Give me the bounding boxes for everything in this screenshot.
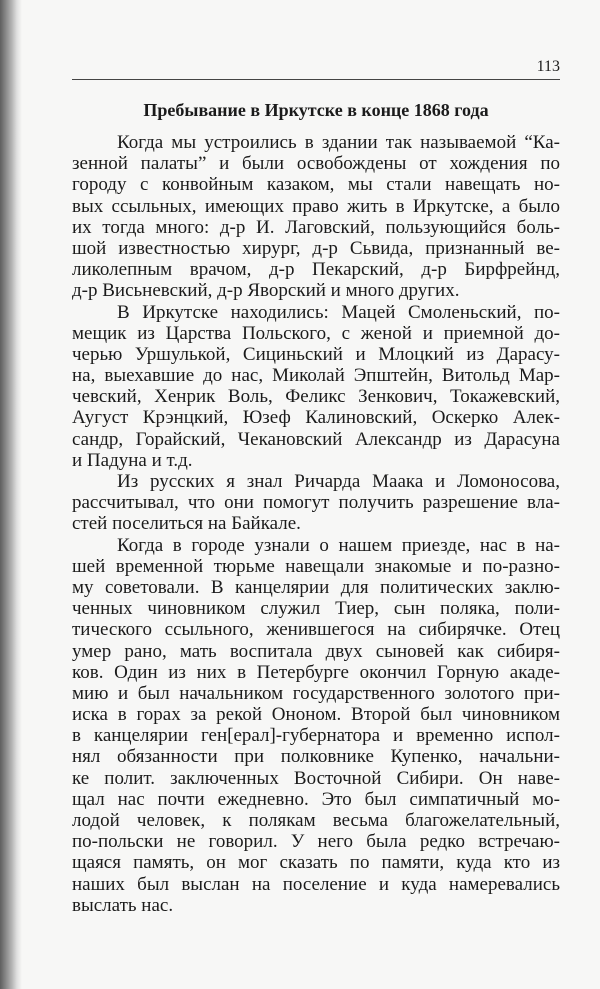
text-line: умер рано, мать воспитала двух сыновей как сибиря-	[72, 640, 560, 662]
text-line: ке полит. заключенных Восточной Сибири. Он наве-	[72, 767, 560, 789]
text-line: В Иркутске находились: Мацей Смоленьский, по-	[117, 301, 560, 323]
text-line: щаяся память, он мог сказать по памяти, куда кто из	[72, 852, 560, 874]
header-rule	[72, 79, 560, 80]
paragraph	[72, 471, 560, 535]
text-line: Когда мы устроились в здании так называемой “Ка-	[117, 132, 560, 153]
text-line: ченных чиновником служил Тиер, сын поляка, поли-	[72, 598, 560, 620]
text-line: зенной палаты” и были освобождены от хождения по	[72, 153, 560, 175]
text-line: чевский, Хенрик Воль, Феликс Зенкович, Токажевский,	[72, 386, 560, 408]
text-line: му советовали. В канцелярии для политических заклю-	[72, 576, 560, 598]
chapter-title: Пребывание в Иркутске в конце 1868 года	[143, 100, 489, 120]
text-line: наших был выслан на поселение и куда намеревались	[72, 873, 560, 895]
text-line: вых ссыльных, имеющих право жить в Иркутске, а было	[72, 195, 560, 217]
text-line: их тогда много: д-р И. Лаговский, пользующийся боль-	[72, 216, 560, 238]
text-line: ков. Один из них в Петербурге окончил Горную акаде-	[72, 661, 560, 683]
text-line: щал нас почти ежедневно. Это был симпатичный мо-	[72, 788, 560, 810]
text-line: в канцелярии ген[ерал]-губернатора и временно испол-	[72, 725, 560, 747]
text-line: сандр, Горайский, Чекановский Александр из Дарасуна	[72, 428, 560, 450]
text-line: тического ссыльного, женившегося на сибирячке. Отец	[72, 619, 560, 641]
text-line: ликолепным врачом, д-р Пекарский, д-р Бирфрейнд,	[72, 259, 560, 281]
text-line: черью Уршулькой, Сициньский и Млоцкий из Дарасу-	[72, 343, 560, 365]
text-line: Когда в городе узнали о нашем приезде, нас в на-	[117, 534, 560, 556]
text-line: иска в горах за рекой Ононом. Второй был чиновником	[72, 704, 560, 726]
body-text	[72, 132, 560, 916]
text-line: и Падуна и т.д.	[72, 449, 193, 471]
text-line: нял обязанности при полковнике Купенко, начальни-	[72, 746, 560, 768]
text-line: мию и был начальником государственного золотого при-	[72, 682, 560, 704]
text-line: по-польски не говорил. У него была редко встречаю-	[72, 831, 560, 853]
paragraph	[72, 302, 560, 472]
text-line: Из русских я знал Ричарда Маака и Ломоносова,	[117, 471, 560, 492]
text-line: стей поселиться на Байкале.	[72, 513, 301, 535]
text-line: Аугуст Крэнцкий, Юзеф Калиновский, Оскерко Алек-	[72, 407, 560, 429]
text-line: д-р Висьневский, д-р Яворский и много других.	[72, 280, 460, 302]
text-line: выслать нас.	[72, 894, 174, 916]
scan-edge-shadow	[0, 0, 22, 989]
text-line: мещик из Царства Польского, с женой и приемной до-	[72, 322, 560, 344]
page-number: 113	[536, 58, 560, 75]
text-line: городу с конвойным казаком, мы стали навещать но-	[72, 174, 560, 196]
text-line: на, выехавшие до нас, Миколай Эпштейн, Витольд Мар-	[72, 365, 560, 387]
text-line: шой известностью хирург, д-р Сьвида, признанный ве-	[72, 237, 560, 259]
text-line: лодой человек, к полякам весьма благожелательный,	[72, 810, 560, 831]
paragraph	[72, 132, 560, 302]
text-line: рассчитывал, что они помогут получить разрешение вла-	[72, 492, 560, 514]
text-line: шей временной тюрьме навещали знакомые и по-разно-	[72, 555, 560, 577]
paragraph	[72, 535, 560, 916]
